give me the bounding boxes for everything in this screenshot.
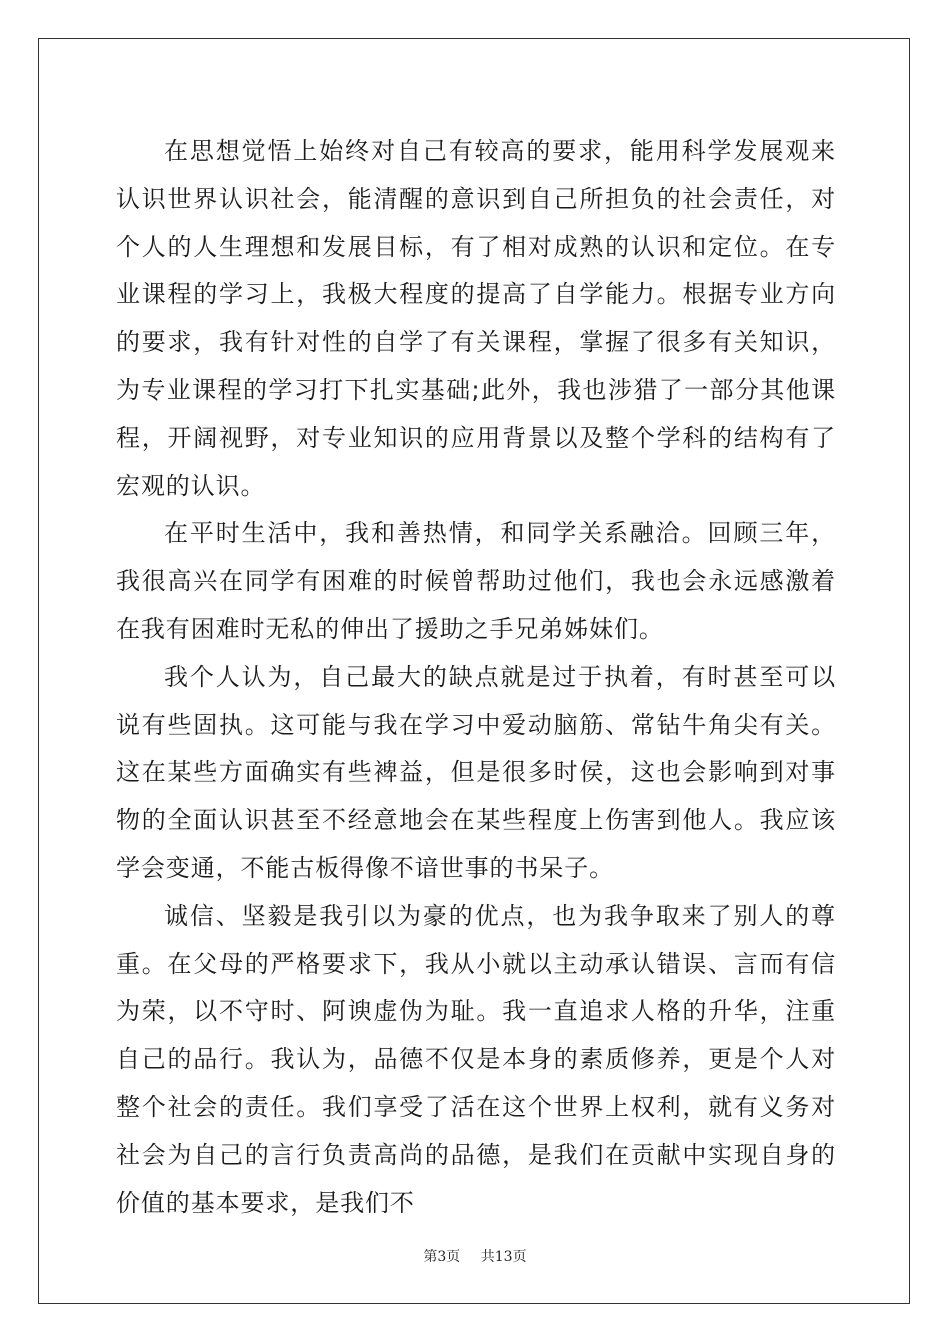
page-footer: [0, 1246, 950, 1266]
paragraph-2: 在平时生活中，我和善热情，和同学关系融洽。回顾三年，我很高兴在同学有困难的时候曾帮助过他们，我也会永远感激着在我有困难时无私的伸出了援助之手兄弟姊妹们。: [116, 519, 836, 643]
paragraph-3: 我个人认为，自己最大的缺点就是过于执着，有时甚至可以说有些固执。这可能与我在学习中爱动脑筋、常钻牛角尖有关。这在某些方面确实有些裨益，但是很多时侯，这也会影响到对事物的全面认识甚至不经意地会在某些程度上伤害到他人。我应该学会变通，不能古板得像不谙世事的书呆子。: [116, 662, 836, 882]
page-number-total: 共13页: [480, 1249, 527, 1265]
document-body: [116, 128, 836, 1227]
paragraph-1: 在思想觉悟上始终对自己有较高的要求，能用科学发展观来认识世界认识社会，能清醒的意识到自己所担负的社会责任，对个人的人生理想和发展目标，有了相对成熟的认识和定位。在专业课程的学习上，我极大程度的提高了自学能力。根据专业方向的要求，我有针对性的自学了有关课程，掌握了很多有关知识，为专业课程的学习打下扎实基础;此外，我也涉猎了一部分其他课程，开阔视野，对专业知识的应用背景以及整个学科的结构有了宏观的认识。: [116, 137, 836, 500]
page-number-current: 第3页: [423, 1249, 461, 1265]
paragraph-4: 诚信、坚毅是我引以为豪的优点，也为我争取来了别人的尊重。在父母的严格要求下，我从小就以主动承认错误、言而有信为荣，以不守时、阿谀虚伪为耻。我一直追求人格的升华，注重自己的品行。我认为，品德不仅是本身的素质修养，更是个人对整个社会的责任。我们享受了活在这个世界上权利，就有义务对社会为自己的言行负责高尚的品德，是我们在贡献中实现自身的价值的基本要求，是我们不: [116, 901, 836, 1217]
